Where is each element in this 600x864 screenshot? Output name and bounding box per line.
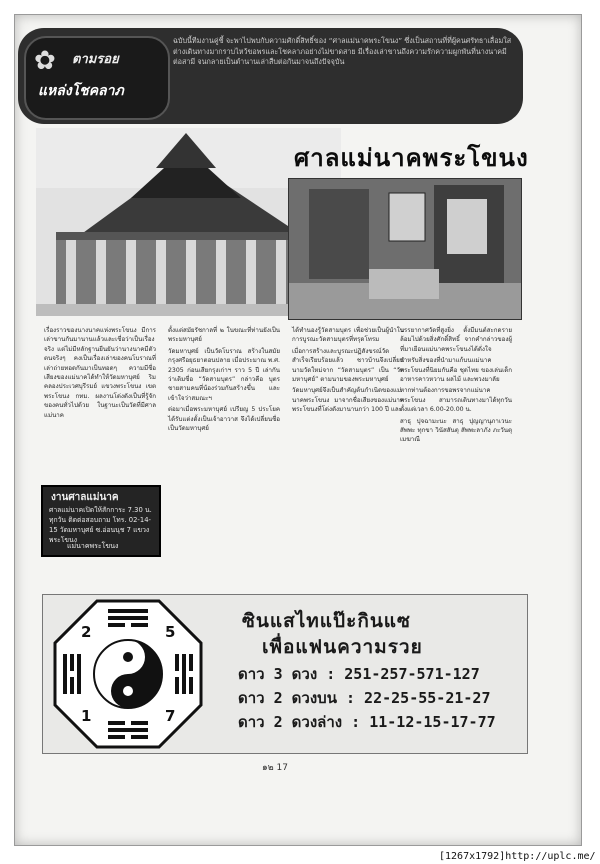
article-column-3	[292, 326, 404, 417]
paragraph: สาธุ ปุจฉามะนะ สาธุ ปุญญานุภาเวนะ สัพพะ ทุกขา วินัสสันตุ สัพพะลาภัง ภะวันตุ เมฆาณี	[400, 417, 512, 444]
bagua-number: 7	[165, 707, 176, 725]
lottery-row-separator: :	[351, 713, 370, 731]
bagua-number: 1	[81, 707, 92, 725]
article-headline: ศาลแม่นาคพระโขนง	[294, 143, 529, 172]
notice-title: งานศาลแม่นาค	[51, 492, 119, 503]
lottery-row	[238, 686, 490, 710]
flower-icon: ✿	[34, 46, 56, 76]
paragraph: วัดมหาบุศย์จึงเป็นสำคัญต้นกำเนิดของแม่นาคพระโขนง มาจากชื่อเสียงของแม่นาคพระโขนงที่โด่งดังมานานกว่า 100 ปี และ	[292, 387, 404, 414]
article-column-4	[400, 326, 512, 447]
bagua-yin-yang-icon	[53, 599, 203, 749]
paragraph: บรรยากาศวัดที่สูงยิ่ง ตั้งมีมนต์สะกดรายล้อมไปด้วยสิ่งศักดิ์สิทธิ์ จากคำกล่าวของผู้ที่มาเยือนแม่นาคพระโขนงได้ดั่งใจ	[400, 327, 512, 353]
lottery-row	[238, 662, 480, 686]
lottery-row-numbers: 11-12-15-17-77	[369, 713, 496, 731]
notice-box	[41, 485, 161, 557]
notice-caption: แม่นาคพระโขนง	[67, 542, 119, 550]
lottery-row-separator: :	[326, 665, 345, 683]
paragraph: เมื่อการสร้างและบูรณะปฏิสังขรณ์วัดสำเร็จเรียบร้อยแล้ว ชาวบ้านจึงเปลี่ยนนามวัดใหม่จาก “วัดสามบุตร” เป็น “วัดมหาบุศย์” ตามนามของพระมหาบุศย์	[292, 347, 404, 384]
column-name-line2: แหล่งโชคลาภ	[38, 83, 124, 99]
paragraph: หากท่านต้องการขอพรจากแม่นาคพระโขนง สามารถเดินทางมาได้ทุกวัน ตั้งแต่เวลา 6.00-20.00 น.	[400, 387, 512, 414]
lottery-row-label: ดาว 3 ดวง	[238, 665, 318, 683]
column-logo	[24, 36, 170, 120]
source-watermark: [1267x1792]http://uplc.me/	[439, 851, 596, 862]
notice-body: ศาลแม่นาคเปิดให้สักการะ 7.30 น. ทุกวัน ติดต่อสอบถาม โทร. 02-14-15 วัดมหาบุศย์ ซ.อ่อนนุช 7 แขวงพระโขนง	[49, 506, 152, 544]
column-banner	[18, 28, 523, 124]
lottery-row-label: ดาว 2 ดวงล่าง	[238, 713, 343, 731]
article-column-1	[44, 326, 156, 422]
lottery-row	[238, 710, 496, 734]
lottery-subtitle: เพื่อแฟนความรวย	[262, 636, 423, 658]
intro-text: ฉบับนี้ทีมงานคู่ชี้ จะพาไปพบกับความศักดิ์สิทธิ์ของ “ศาลแม่นาคพระโขนง” ซึ่งเป็นสถานที่ที่ผู้คนศรัทธาเลื่อมใส ต่างเดินทางมากราบไหว้ขอพรและโชคลาภอย่างไม่ขาดสาย มีเรื่องเล่าขานถึงความรักความผูกพันที่นางนาคมีต่อสามี จนกลายเป็นตำนานเล่าสืบต่อกันมาจนถึงปัจจุบัน	[173, 36, 512, 66]
paragraph: ได้ทำนองรู้วัดสามบุตร เพื่อช่วยเป็นผู้นำในการบูรณะวัดสามบุตรที่ทรุดโทรม	[292, 327, 404, 344]
paragraph: ต่อมาเมื่อพระมหาบุศย์ เปรียญ 5 ประโยค ได้รับแต่งตั้งเป็นเจ้าอาวาส จึงได้เปลี่ยนชื่อเป็นวัดมหาบุศย์	[168, 406, 280, 433]
column-name-line1: ตามรอย	[72, 52, 119, 67]
paragraph: วัดมหาบุศย์ เป็นวัดโบราณ สร้างในสมัยกรุงศรีอยุธยาตอนปลาย เมื่อประมาณ พ.ศ. 2305 ก่อนเสียกรุงเก่าฯ ราว 5 ปี เล่ากันว่าเดิมชื่อ “วัดสามบุตร” กล่าวคือ บุตรชายสามคนที่น้องร่วมกันสร้างขึ้น และเข้าใจว่าสมณะฯ	[168, 347, 280, 402]
shrine-illustration	[289, 179, 521, 319]
paragraph: เรื่องราวของนางนาคแห่งพระโขนง มีการเล่าขานกันมานานแล้วและเชื่อว่าเป็นเรื่องจริง แต่ไม่มีหลักฐานยืนยันว่านางนาคมีตัวตนจริงๆ คงเป็นเรื่องเล่าของคนโบราณที่เล่าถ่ายทอดกันมาเป็นทอดๆ ความมีชื่อเสียงของแม่นาคได้ทำให้วัดมหาบุศย์ ริมคลองประเวศบุรีรมย์ แขวงพระโขนง เขตพระโขนง กทม. ผลงานโด่งดังเป็นที่รู้จักของคนทั่วไปด้วย ในฐานะเป็นวัดที่มีศาลแม่นาค	[44, 327, 156, 419]
lottery-title: ซินแสไทแป๊ะกินแซ	[242, 610, 411, 632]
lottery-row-numbers: 22-25-55-21-27	[364, 689, 491, 707]
lottery-row-separator: :	[345, 689, 365, 707]
paragraph: สำหรับสิ่งของที่นำมาแก้บนแม่นาคพระโขนงที่นิยมกันคือ ชุดไทย ของเล่นเด็ก อาหารคาวหวาน ผลไม้ และพวงมาลัย	[400, 357, 512, 384]
lottery-row-numbers: 251-257-571-127	[344, 665, 480, 683]
lottery-row-label: ดาว 2 ดวงบน	[238, 689, 337, 707]
article-column-2	[168, 326, 280, 435]
bagua-number: 2	[81, 623, 92, 641]
shrine-photo	[288, 178, 522, 320]
page-number: ๑๒ 17	[262, 763, 288, 773]
paragraph: ตั้งแต่สมัยรัชกาลที่ ๒ ในขณะที่ท่านยังเป็นพระมหาบุศย์	[168, 327, 280, 344]
bagua-number: 5	[165, 623, 176, 641]
